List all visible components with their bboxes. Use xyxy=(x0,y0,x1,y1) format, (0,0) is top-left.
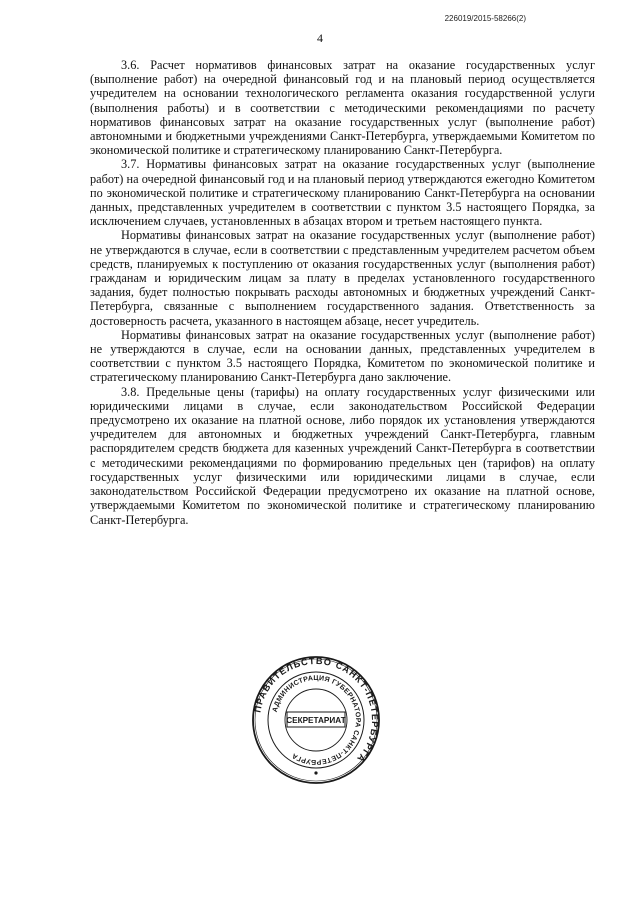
seal-inner-text: АДМИНИСТРАЦИЯ ГУБЕРНАТОРА САНКТ-ПЕТЕРБУРГА xyxy=(271,674,362,766)
paragraph-3-7-third: Нормативы финансовых затрат на оказание государственных услуг (выполнение работ) не утверждаются в случае, если на основании данных, представленных учредителем в соответствии с пунктом 3.5 настоящего Порядка, Комитетом по экономической политике и стратегическому планированию Санкт-Петербурга дано заключение. xyxy=(90,327,595,385)
seal-center-text: СЕКРЕТАРИАТ xyxy=(286,716,346,725)
paragraph-3-7: 3.7. Нормативы финансовых затрат на оказание государственных услуг (выполнение работ) на очередной финансовый год и на плановый период утверждаются ежегодно Комитетом по экономической политике и стратегическому планированию Санкт-Петербурга на основании данных, представленных учредителем в соответствии с пунктом 3.5 настоящего Порядка, за исключением случаев, установленных в абзацах втором и третьем настоящего пункта. xyxy=(90,157,595,229)
paragraph-3-6: 3.6. Расчет нормативов финансовых затрат на оказание государственных услуг (выполнение работ) на очередной финансовый год и на плановый период осуществляется учредителем на основании технологического регламента оказания государственной услуги (выполнения работы) и в соответствии с методическими рекомендациями по расчету нормативов финансовых затрат на оказание государственных услуг (выполнение работ) автономными и бюджетными учреждениями Санкт-Петербурга, утверждаемыми Комитетом по экономической политике и стратегическому планированию Санкт-Петербурга. xyxy=(90,58,595,158)
paragraph-3-7-second: Нормативы финансовых затрат на оказание государственных услуг (выполнение работ) не утверждаются в случае, если в соответствии с представленным учредителем расчетом объем средств, планируемых к поступлению от оказания государственных услуг (выполнения работ) гражданам и юридическим лицам за плату в пределах установленного государственного задания, будет полностью покрывать расходы автономных и бюджетных учреждений Санкт-Петербурга, связанные с выполнением государственного задания. Ответственность за достоверность расчета, указанного в настоящем абзаце, несет учредитель. xyxy=(90,228,595,328)
document-number: 226019/2015-58266(2) xyxy=(444,14,526,23)
paragraph-3-8: 3.8. Предельные цены (тарифы) на оплату государственных услуг физическими или юридическими лицами в случае, если законодательством Российской Федерации предусмотрено их оказание на платной основе, либо порядок их установления утверждаются учредителем для автономных и бюджетных учреждений Санкт-Петербурга, главным распорядителем средств бюджета для казенных учреждений Санкт-Петербурга в соответствии с методическими рекомендациями по формированию предельных цен (тарифов) на оплату государственных услуг физическими или юридическими лицами в случае, если законодательством Российской Федерации предусмотрено их оказание на платной основе, утверждаемыми Комитетом по экономической политике и стратегическому планированию Санкт-Петербурга. xyxy=(90,384,595,527)
official-seal xyxy=(251,655,381,785)
seal-star-mark xyxy=(314,771,317,774)
seal-stamp-graphic xyxy=(251,655,381,785)
document-body xyxy=(90,58,595,527)
page-number: 4 xyxy=(317,31,323,45)
seal-outer-text: ПРАВИТЕЛЬСТВО САНКТ-ПЕТЕРБУРГА xyxy=(252,655,381,765)
